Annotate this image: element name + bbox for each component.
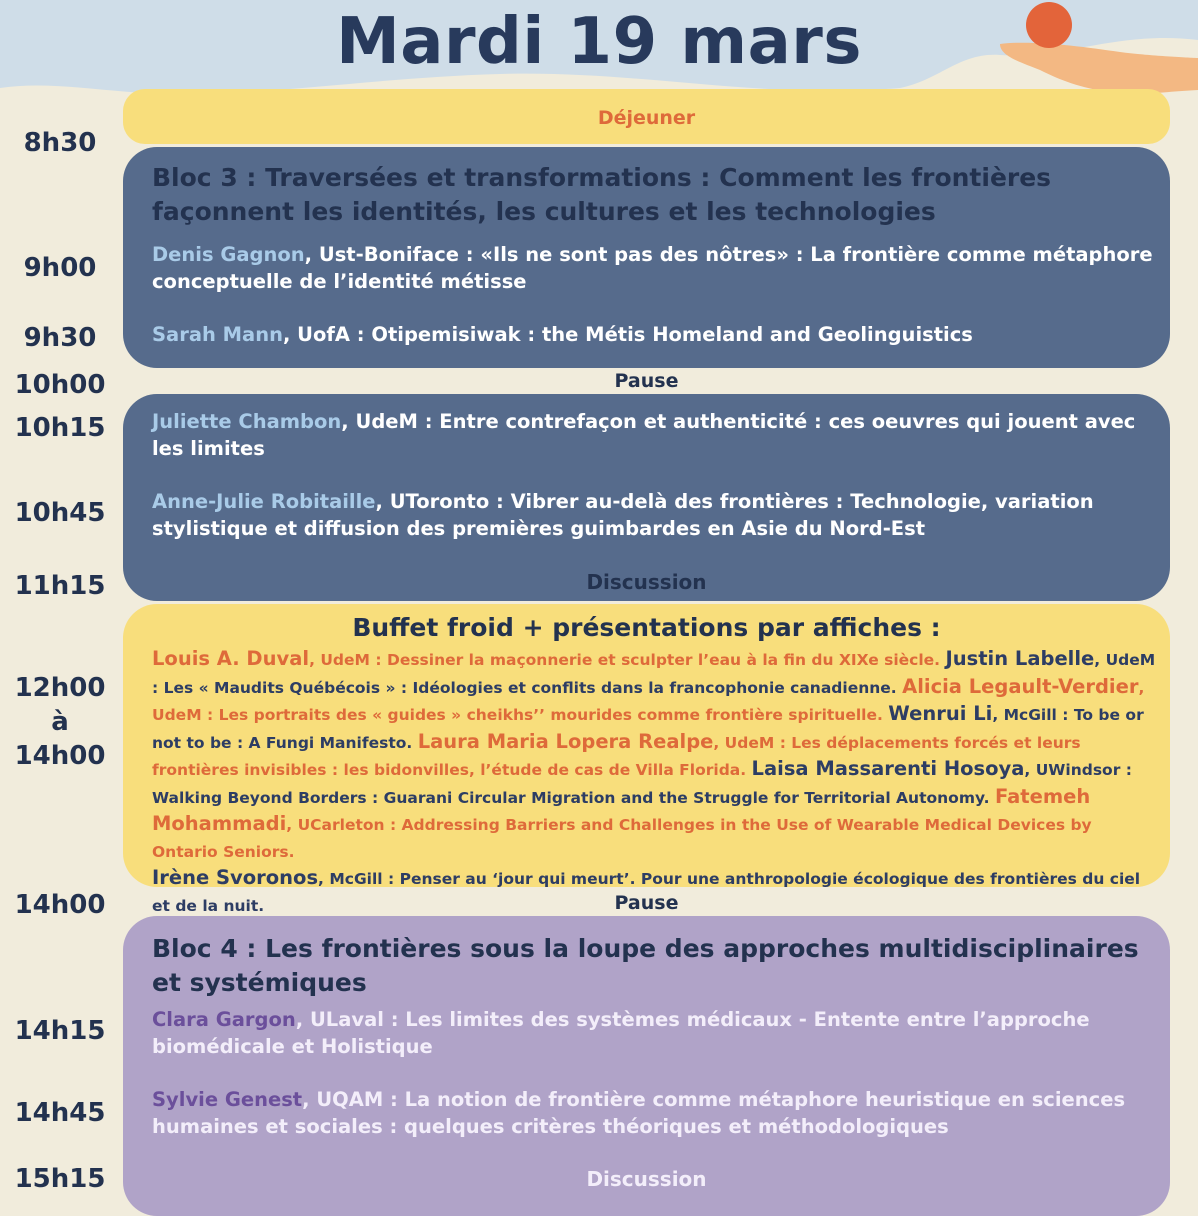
time-label: 9h00: [23, 253, 97, 283]
time-label: 8h30: [23, 128, 97, 158]
talk-title: Les limites des systèmes médicaux - Entente entre l’approche biomédicale et Holistique: [152, 1008, 1090, 1058]
poster-description: , UdeM : Les portraits des « guides » cheikhs’’ mourides comme frontière spirituelle.: [152, 678, 1145, 724]
time-label: 12h00: [14, 673, 106, 703]
talk-title: «Ils ne sont pas des nôtres» : La frontière comme métaphore conceptuelle de l’identité métisse: [152, 243, 1153, 293]
talk-title: Entre contrefaçon et authenticité : ces oeuvres qui jouent avec les limites: [152, 410, 1136, 460]
time-label: 10h15: [14, 413, 106, 443]
poster-author: Laisa Massarenti Hosoya: [751, 757, 1025, 780]
time-label: 10h00: [14, 370, 106, 400]
time-label: 14h45: [14, 1098, 106, 1128]
speaker-name: Denis Gagnon: [152, 243, 305, 266]
time-label: 14h15: [14, 1016, 106, 1046]
talk-title: Vibrer au-delà des frontières : Technologie, variation stylistique et diffusion des premières guimbardes en Asie du Nord-Est: [152, 490, 1094, 540]
speaker-name: Clara Gargon: [152, 1008, 296, 1031]
talk-item: [152, 321, 1157, 348]
speaker-affiliation: , Ust-Boniface :: [304, 243, 481, 266]
poster-author: Alicia Legault-Verdier: [902, 674, 1139, 698]
poster-author: Fatemeh Mohammadi: [152, 784, 1091, 835]
time-label: 10h45: [14, 498, 106, 528]
pause-label: Pause: [614, 370, 679, 392]
poster-description: , UdeM : Les « Maudits Québécois » : Idéologies et conflits dans la francophonie canadienne.: [152, 651, 1156, 697]
talk-item: [152, 1086, 1157, 1140]
talk-item: [152, 408, 1157, 462]
poster-description: , UCarleton : Addressing Barriers and Challenges in the Use of Wearable Medical Devices by Ontario Seniors.: [152, 816, 1092, 861]
poster-description: , McGill : To be or not to be : A Fungi Manifesto.: [152, 706, 1144, 752]
talk-item: [152, 241, 1157, 295]
posters-title: Buffet froid + présentations par affiches :: [352, 613, 941, 642]
talk-title: La notion de frontière comme métaphore heuristique en sciences humaines et sociales : quelques critères théoriques et méthodologiques: [152, 1088, 1126, 1138]
time-label: 14h00: [14, 890, 106, 920]
discussion-label: Discussion: [586, 1167, 707, 1191]
speaker-name: Juliette Chambon: [152, 410, 342, 433]
time-label: 9h30: [23, 323, 97, 353]
speaker-affiliation: , UofA :: [282, 323, 372, 346]
poster-author: Laura Maria Lopera Realpe: [417, 729, 714, 753]
page-title: Mardi 19 mars: [336, 5, 862, 79]
pause-label: Pause: [614, 892, 679, 914]
poster-author: Justin Labelle: [945, 647, 1095, 670]
speaker-affiliation: , UQAM :: [302, 1088, 405, 1111]
time-label: 14h00: [14, 741, 106, 771]
bloc3-title: Bloc 3 : Traversées et transformations : Comment les frontières façonnent les identités, les cultures et les technologies: [152, 163, 1052, 226]
poster-author: Irène Svoronos: [152, 866, 319, 889]
speaker-affiliation: , ULaval :: [295, 1008, 406, 1031]
poster-author: Louis A. Duval: [152, 647, 310, 670]
discussion-label: Discussion: [586, 570, 707, 594]
speaker-affiliation: , UToronto :: [375, 490, 511, 513]
speaker-name: Anne-Julie Robitaille: [152, 490, 376, 513]
poster-author: Wenrui Li: [888, 702, 993, 725]
speaker-name: Sarah Mann: [152, 323, 283, 346]
speaker-affiliation: , UdeM :: [341, 410, 440, 433]
time-label: 11h15: [14, 571, 106, 601]
breakfast-label: Déjeuner: [597, 107, 696, 129]
posters-list: [152, 646, 1157, 919]
time-label: 15h15: [14, 1164, 106, 1194]
poster-description: , UWindsor : Walking Beyond Borders : Guarani Circular Migration and the Struggle for Territorial Autonomy.: [152, 761, 1132, 807]
poster-description: , McGill : Penser au ‘jour qui meurt’. Pour une anthropologie écologique des frontières du ciel et de la nuit.: [152, 870, 1141, 915]
time-label: à: [51, 707, 69, 737]
talk-title: Otipemisiwak : the Métis Homeland and Geolinguistics: [371, 323, 973, 346]
speaker-name: Sylvie Genest: [152, 1088, 303, 1111]
poster-description: , UdeM : Les déplacements forcés et leurs frontières invisibles : les bidonvilles, l’étude de cas de Villa Florida.: [152, 733, 1081, 779]
bloc4-title: Bloc 4 : Les frontières sous la loupe des approches multidisciplinaires et systémiques: [152, 934, 1139, 997]
talk-item: [152, 488, 1157, 542]
talk-item: [152, 1006, 1157, 1060]
poster-description: , UdeM : Dessiner la maçonnerie et sculpter l’eau à la fin du XIXe siècle.: [309, 651, 941, 669]
